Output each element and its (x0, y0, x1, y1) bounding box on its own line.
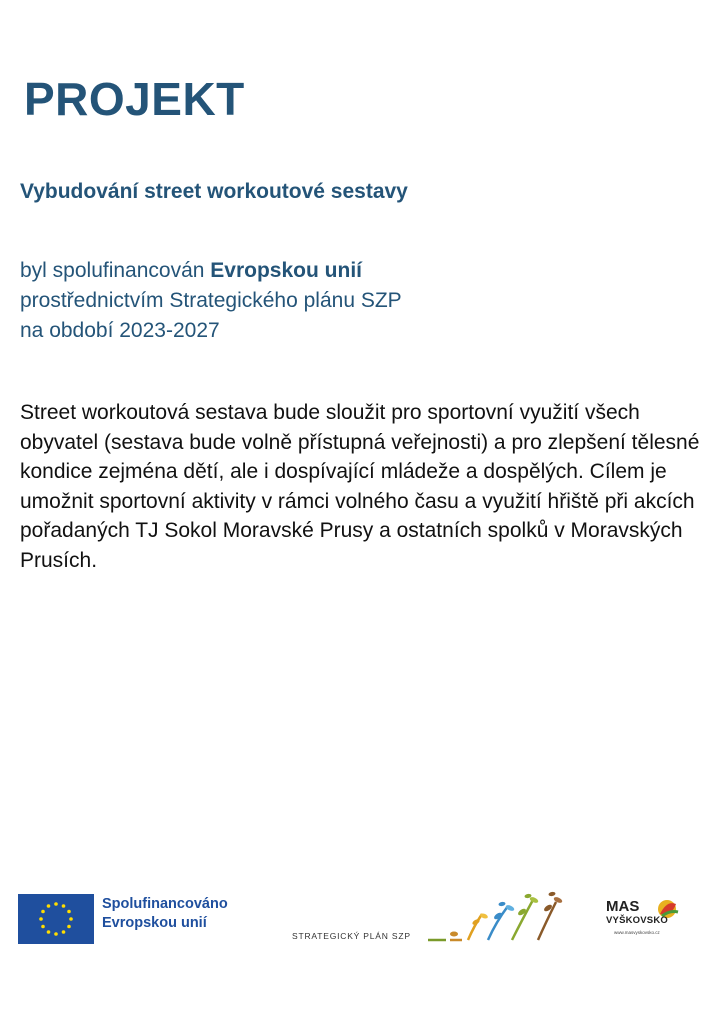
mas-region-text: VYŠKOVSKO (606, 915, 668, 926)
funding-statement (20, 256, 402, 346)
page-title: PROJEKT (24, 73, 245, 125)
mas-logo-text: MAS (606, 898, 640, 915)
mas-logo (604, 892, 684, 942)
funder-name: Evropskou unií (210, 259, 362, 282)
project-description: Street workoutová sestava bude sloužit pro sportovní využití všech obyvatel (sestava bude volně přístupná veřejnosti) a pro zlepšení tělesné kondice zejména dětí, ale i dospívající mládeže a dospělých. Cílem je umožnit sportovní aktivity v rámci volného času a využití hřiště při akcích pořadaných TJ Sokol Moravské Prusy a ostatních spolků v Moravských Prusích. (20, 401, 700, 572)
eu-cofunding-label (102, 895, 228, 933)
szp-label: STRATEGICKÝ PLÁN SZP (292, 931, 411, 941)
project-name: Vybudování street workoutové sestavy (20, 180, 408, 203)
eu-flag-icon (18, 894, 94, 944)
funding-prefix: byl spolufinancován (20, 259, 211, 282)
funding-period: na období 2023-2027 (20, 319, 220, 342)
footer-logos (0, 880, 724, 960)
szp-plants-icon (424, 886, 566, 944)
eu-label-line2: Evropskou unií (102, 915, 207, 931)
mas-url: www.masvyskovsko.cz (614, 930, 660, 935)
funding-program: prostřednictvím Strategického plánu SZP (20, 289, 402, 312)
eu-label-line1: Spolufinancováno (102, 896, 228, 912)
